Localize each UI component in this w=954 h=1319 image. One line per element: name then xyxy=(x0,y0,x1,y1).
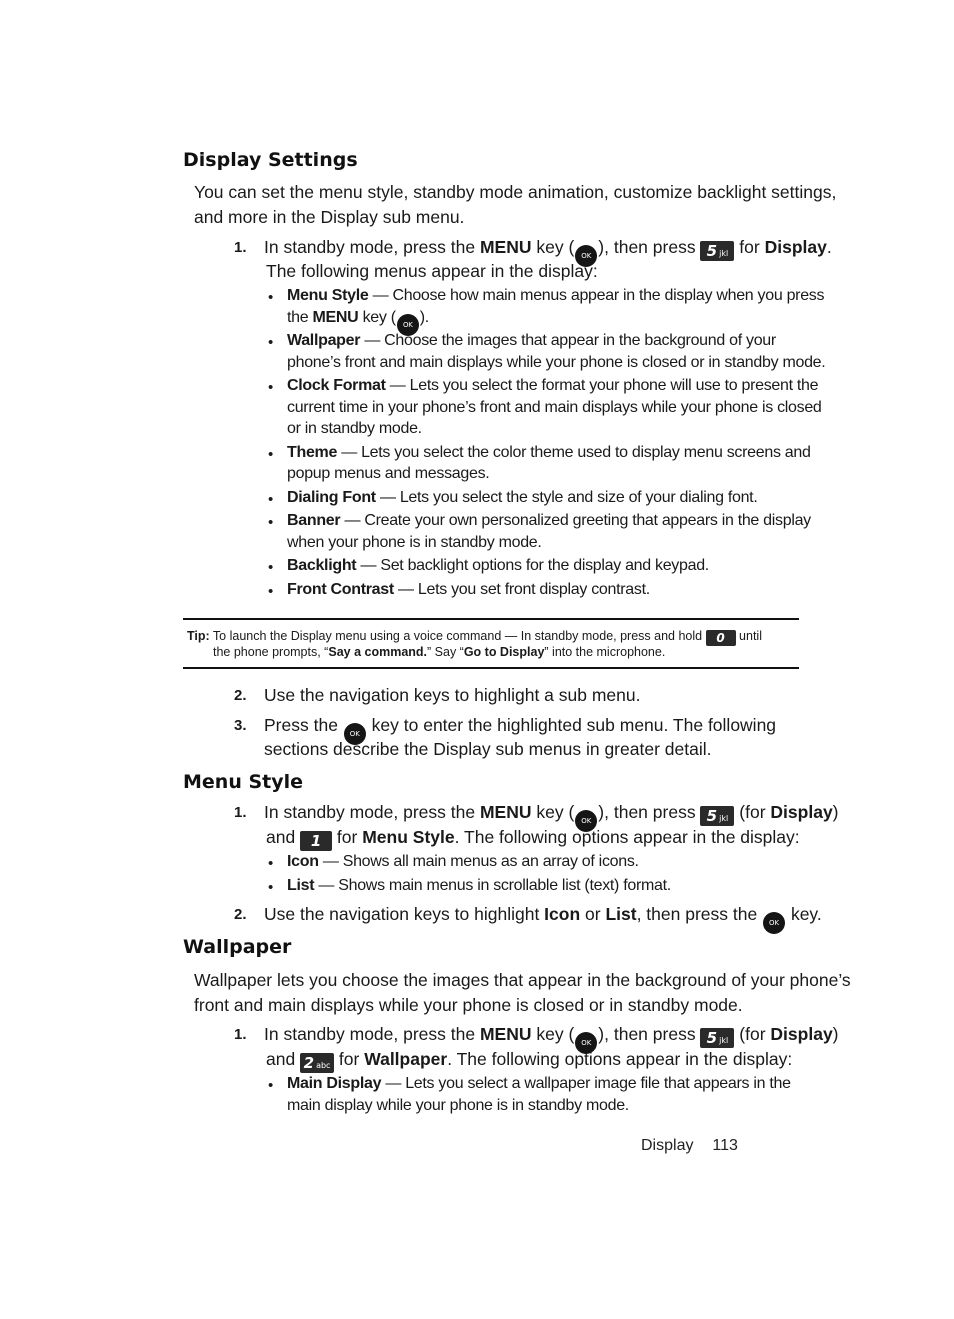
bullet-item: Backlight — Set backlight options for the display and keypad. xyxy=(287,557,709,574)
intro-line: front and main displays while your phone is closed or in standby mode. xyxy=(194,995,743,1015)
key-0-icon: 0 xyxy=(706,630,736,646)
bullet-item-cont: main display while your phone is in standby mode. xyxy=(287,1097,629,1114)
intro-line: Wallpaper lets you choose the images that appear in the background of your phone’s xyxy=(194,970,851,990)
step-number: 2. xyxy=(234,687,247,704)
bullet-item: Clock Format — Lets you select the format your phone will use to present the xyxy=(287,377,819,394)
footer-section: Display xyxy=(641,1137,694,1154)
ok-key-icon: OK xyxy=(763,912,785,934)
intro-line: You can set the menu style, standby mode animation, customize backlight settings, xyxy=(194,182,837,202)
bullet-item-cont: current time in your phone’s front and main displays while your phone is closed xyxy=(287,399,822,416)
step-number: 3. xyxy=(234,717,247,734)
section-title-wallpaper: Wallpaper xyxy=(183,936,292,958)
tip-line: the phone prompts, “Say a command.” Say “Go to Display” into the microphone. xyxy=(213,645,666,659)
step-text: The following menus appear in the display: xyxy=(266,261,598,281)
key-5-icon: 5 jkl xyxy=(700,1028,734,1048)
page-number: 113 xyxy=(712,1137,738,1154)
bullet-item-cont: the MENU key ( OK ). xyxy=(287,309,429,336)
step-number: 1. xyxy=(234,804,247,821)
ok-key-icon: OK xyxy=(575,1032,597,1054)
bullet-item-cont: popup menus and messages. xyxy=(287,465,490,482)
step-text: sections describe the Display sub menus in greater detail. xyxy=(264,739,712,759)
step-text: In standby mode, press the MENU key ( OK ), then press 5 jkl for Display. xyxy=(264,235,832,267)
key-1-icon: 1 xyxy=(300,831,332,851)
step-number: 1. xyxy=(234,239,247,256)
tip-top-rule xyxy=(183,618,799,620)
bullet-item: Menu Style — Choose how main menus appear in the display when you press xyxy=(287,287,825,304)
bullet-item: Wallpaper — Choose the images that appear in the background of your xyxy=(287,332,776,349)
ok-key-icon: OK xyxy=(344,723,366,745)
step-text: and 1 for Menu Style. The following options appear in the display: xyxy=(266,827,800,850)
bullet-item: Dialing Font — Lets you select the style and size of your dialing font. xyxy=(287,489,758,506)
bullet-item: Front Contrast — Lets you set front display contrast. xyxy=(287,581,650,598)
bullet-item-cont: when your phone is in standby mode. xyxy=(287,534,542,551)
tip-line: Tip: To launch the Display menu using a voice command — In standby mode, press and hold 0 until xyxy=(187,629,762,645)
key-5-icon: 5 jkl xyxy=(700,806,734,826)
step-text: and 2 abc for Wallpaper. The following options appear in the display: xyxy=(266,1049,793,1072)
section-title-display-settings: Display Settings xyxy=(183,149,358,171)
key-2-icon: 2 abc xyxy=(300,1053,334,1073)
bullet-item-cont: or in standby mode. xyxy=(287,420,422,437)
intro-line: and more in the Display sub menu. xyxy=(194,207,465,227)
bullet-item: Main Display — Lets you select a wallpaper image file that appears in the xyxy=(287,1075,791,1092)
step-text: In standby mode, press the MENU key ( OK ), then press 5 jkl (for Display) xyxy=(264,800,839,832)
ok-key-icon: OK xyxy=(575,245,597,267)
ok-key-icon: OK xyxy=(397,314,419,336)
step-text: In standby mode, press the MENU key ( OK ), then press 5 jkl (for Display) xyxy=(264,1022,839,1054)
key-5-icon: 5 jkl xyxy=(700,241,734,261)
bullet-item-cont: phone’s front and main displays while your phone is closed or in standby mode. xyxy=(287,354,826,371)
step-text: Press the OK key to enter the highlighted sub menu. The following xyxy=(264,713,776,745)
bullet-item: List — Shows main menus in scrollable list (text) format. xyxy=(287,877,671,894)
bullet-item: Banner — Create your own personalized greeting that appears in the display xyxy=(287,512,811,529)
section-title-menu-style: Menu Style xyxy=(183,771,304,793)
step-number: 1. xyxy=(234,1026,247,1043)
bullet-item: Theme — Lets you select the color theme used to display menu screens and xyxy=(287,444,811,461)
ok-key-icon: OK xyxy=(575,810,597,832)
footer xyxy=(641,1137,738,1155)
step-number: 2. xyxy=(234,906,247,923)
bullet-item: Icon — Shows all main menus as an array of icons. xyxy=(287,853,639,870)
step-text: Use the navigation keys to highlight a sub menu. xyxy=(264,685,641,705)
step-text: Use the navigation keys to highlight Icon or List, then press the OK key. xyxy=(264,902,822,934)
tip-bottom-rule xyxy=(183,667,799,669)
